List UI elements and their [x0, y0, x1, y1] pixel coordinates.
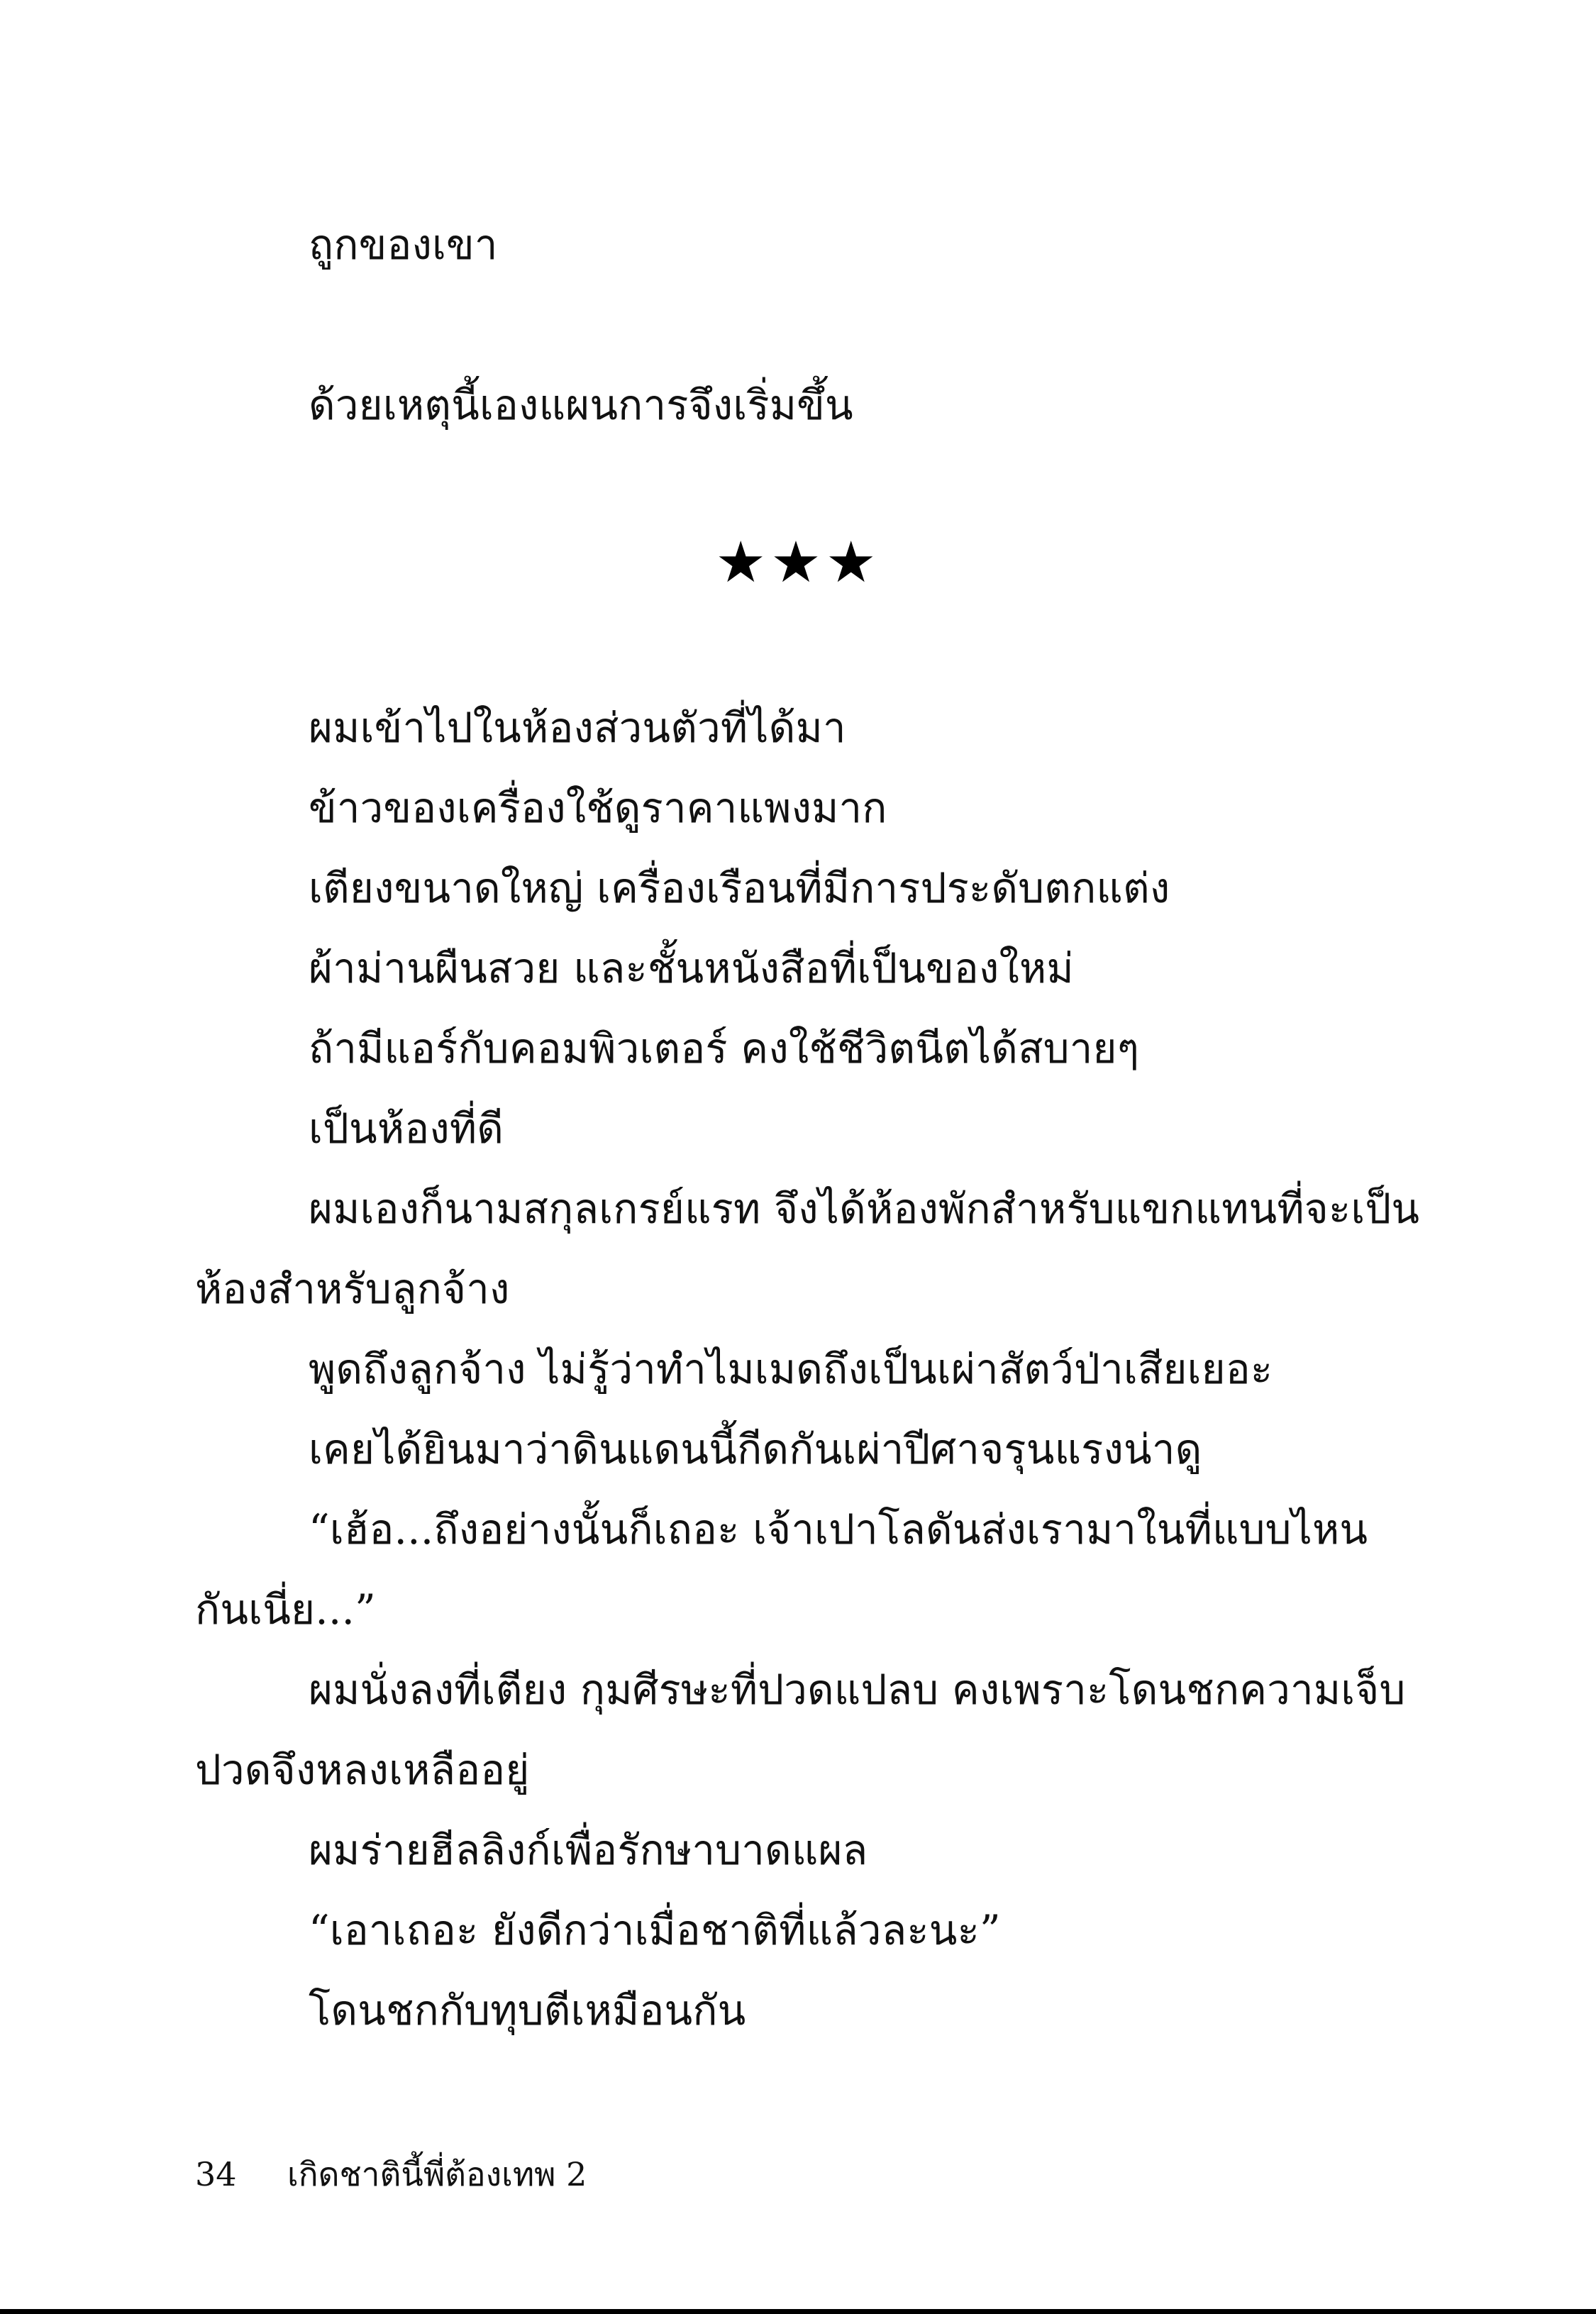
- text-line: กันเนี่ย...”: [195, 1585, 376, 1634]
- text-line: ถ้ามีแอร์กับคอมพิวเตอร์ คงใช้ชีวิตนีตได้สบายๆ: [309, 1024, 1140, 1073]
- text-line: พูดถึงลูกจ้าง ไม่รู้ว่าทำไมเมดถึงเป็นเผ่าสัตว์ป่าเสียเยอะ: [309, 1345, 1273, 1393]
- text-line: โดนชกกับทุบตีเหมือนกัน: [309, 1986, 746, 2035]
- text-line: ปวดจึงหลงเหลืออยู่: [195, 1746, 530, 1794]
- scene-separator: ★★★: [715, 529, 881, 595]
- text-line: เป็นห้องที่ดี: [309, 1105, 504, 1153]
- text-line: ผมเองก็นามสกุลเกรย์แรท จึงได้ห้องพักสำหรับแขกแทนที่จะเป็น: [309, 1185, 1420, 1233]
- text-line: เคยได้ยินมาว่าดินแดนนี้กีดกันเผ่าปีศาจรุนแรงน่าดู: [309, 1425, 1202, 1473]
- text-line: ผ้าม่านผืนสวย และชั้นหนังสือที่เป็นของใหม่: [309, 944, 1074, 992]
- text-line: ผมเข้าไปในห้องส่วนตัวที่ได้มา: [309, 704, 846, 752]
- text-line: ข้าวของเครื่องใช้ดูราคาแพงมาก: [309, 784, 887, 832]
- text-line: “เอาเถอะ ยังดีกว่าเมื่อชาติที่แล้วละนะ”: [309, 1906, 1001, 1954]
- text-line: “เฮ้อ...ถึงอย่างนั้นก็เถอะ เจ้าเปาโลดันส่งเรามาในที่แบบไหน: [309, 1505, 1368, 1554]
- text-line: ด้วยเหตุนี้เองแผนการจึงเริ่มขึ้น: [309, 381, 853, 429]
- bottom-edge-rule: [0, 2309, 1596, 2314]
- text-line: ผมร่ายฮีลลิงก์เพื่อรักษาบาดแผล: [309, 1826, 868, 1874]
- page-number: 34: [195, 2155, 237, 2193]
- text-line: เตียงขนาดใหญ่ เครื่องเรือนที่มีการประดับตกแต่ง: [309, 864, 1170, 912]
- text-line: ผมนั่งลงที่เตียง กุมศีรษะที่ปวดแปลบ คงเพราะโดนชกความเจ็บ: [309, 1666, 1406, 1714]
- text-line: ห้องสำหรับลูกจ้าง: [195, 1265, 510, 1313]
- text-line: ถูกของเขา: [309, 221, 498, 269]
- running-title: เกิดชาตินี้พี่ต้องเทพ 2: [287, 2155, 587, 2193]
